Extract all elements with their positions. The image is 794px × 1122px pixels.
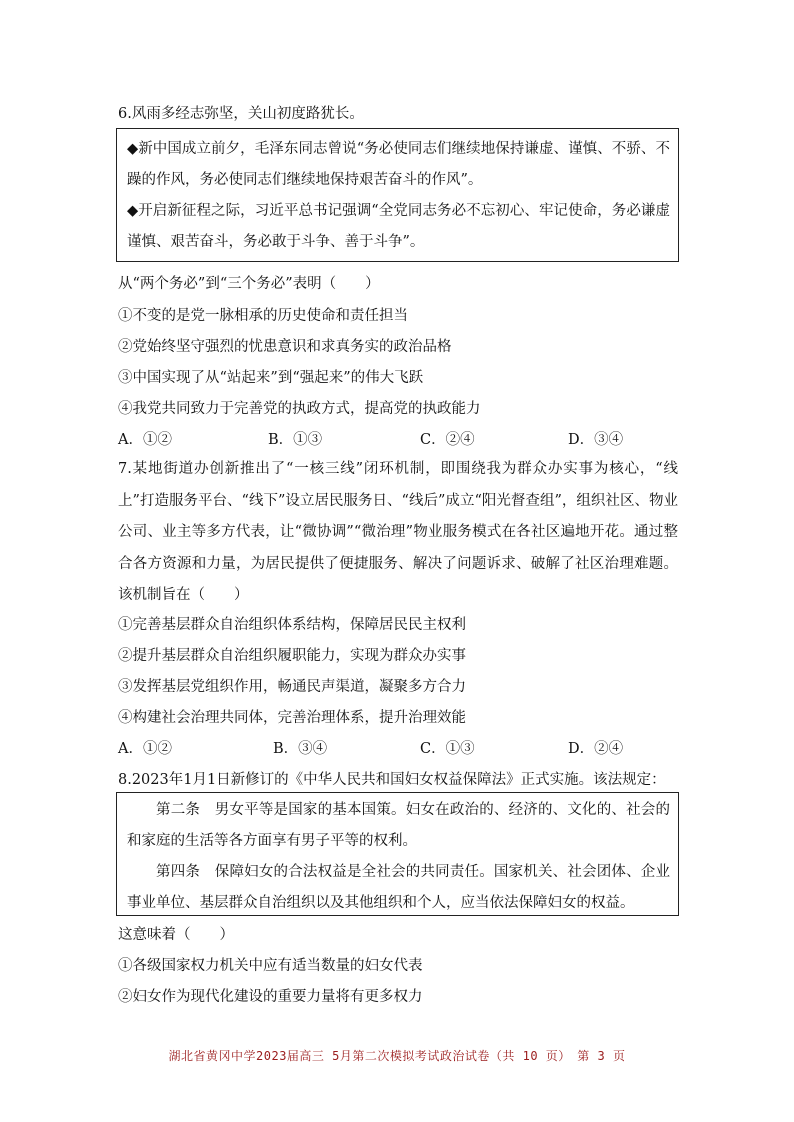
law-article-2: 第二条 男女平等是国家的基本国策。妇女在政治的、经济的、文化的、社会的和家庭的生活等各方面享有男子平等的权利。 — [127, 802, 670, 849]
q8-option-2: ②妇女作为现代化建设的重要力量将有更多权力 — [118, 989, 423, 1005]
q6-choice-c: C．②④ — [420, 432, 475, 448]
question-8-stem: 8.2023年1月1日新修订的《中华人民共和国妇女权益保障法》正式实施。该法规定： — [118, 772, 666, 788]
q7-option-3: ③发挥基层党组织作用，畅通民声渠道，凝聚多方合力 — [118, 679, 466, 695]
q6-option-3: ③中国实现了从“站起来”到“强起来”的伟大飞跃 — [118, 370, 424, 386]
quote-mao: ◆新中国成立前夕，毛泽东同志曾说“务必使同志们继续地保持谦虚、谨慎、不骄、不躁的作风，务必使同志们继续地保持艰苦奋斗的作风”。 — [127, 141, 670, 188]
q6-option-4: ④我党共同致力于完善党的执政方式，提高党的执政能力 — [118, 401, 481, 417]
quote-xi: ◆开启新征程之际，习近平总书记强调“全党同志务必不忘初心、牢记使命，务必谦虚谨慎、艰苦奋斗，务必敢于斗争、善于斗争”。 — [127, 203, 670, 250]
q7-option-4: ④构建社会治理共同体，完善治理体系，提升治理效能 — [118, 710, 466, 726]
q7-choice-a: A．①② — [118, 741, 172, 757]
question-6-stem: 6.风雨多经志弥坚，关山初度路犹长。 — [118, 106, 364, 122]
q7-choice-d: D．②④ — [568, 741, 624, 757]
q7-choice-b: B．③④ — [273, 741, 328, 757]
page-footer: 湖北省黄冈中学2023届高三 5月第二次模拟考试政治试卷（共 10 页） 第 3 页 — [168, 1049, 626, 1063]
q8-option-1: ①各级国家权力机关中应有适当数量的妇女代表 — [118, 958, 423, 974]
q7-choice-c: C．①③ — [420, 741, 475, 757]
q6-choice-a: A．①② — [118, 432, 172, 448]
q6-choice-b: B．①③ — [268, 432, 323, 448]
question-8-law-box — [116, 792, 679, 916]
question-8-prompt: 这意味着（ ） — [118, 927, 234, 943]
question-6-quote-box — [116, 128, 679, 262]
law-article-4: 第四条 保障妇女的合法权益是全社会的共同责任。国家机关、社会团体、企业事业单位、基层群众自治组织以及其他组织和个人，应当依法保障妇女的权益。 — [127, 864, 670, 911]
q6-option-2: ②党始终坚守强烈的忧患意识和求真务实的政治品格 — [118, 339, 452, 355]
question-6-prompt: 从“两个务必”到“三个务必”表明（ ） — [118, 276, 380, 292]
q6-option-1: ①不变的是党一脉相承的历史使命和责任担当 — [118, 308, 408, 324]
q6-choice-d: D．③④ — [568, 432, 624, 448]
q7-option-1: ①完善基层群众自治组织体系结构，保障居民民主权利 — [118, 617, 466, 633]
q7-option-2: ②提升基层群众自治组织履职能力，实现为群众办实事 — [118, 648, 466, 664]
question-7-stem: 7.某地街道办创新推出了“一核三线”闭环机制，即围绕我为群众办实事为核心，“线上”打造服务平台、“线下”设立居民服务日、“线后”成立“阳光督查组”，组织社区、物业公司、业主等多方代表，让“微协调”“微治理”物业服务模式在各社区遍地开花。通过整合各方资源和力量，为居民提供了便捷服务、解决了问题诉求、破解了社区治理难题。该机制旨在（ ） — [118, 461, 678, 603]
